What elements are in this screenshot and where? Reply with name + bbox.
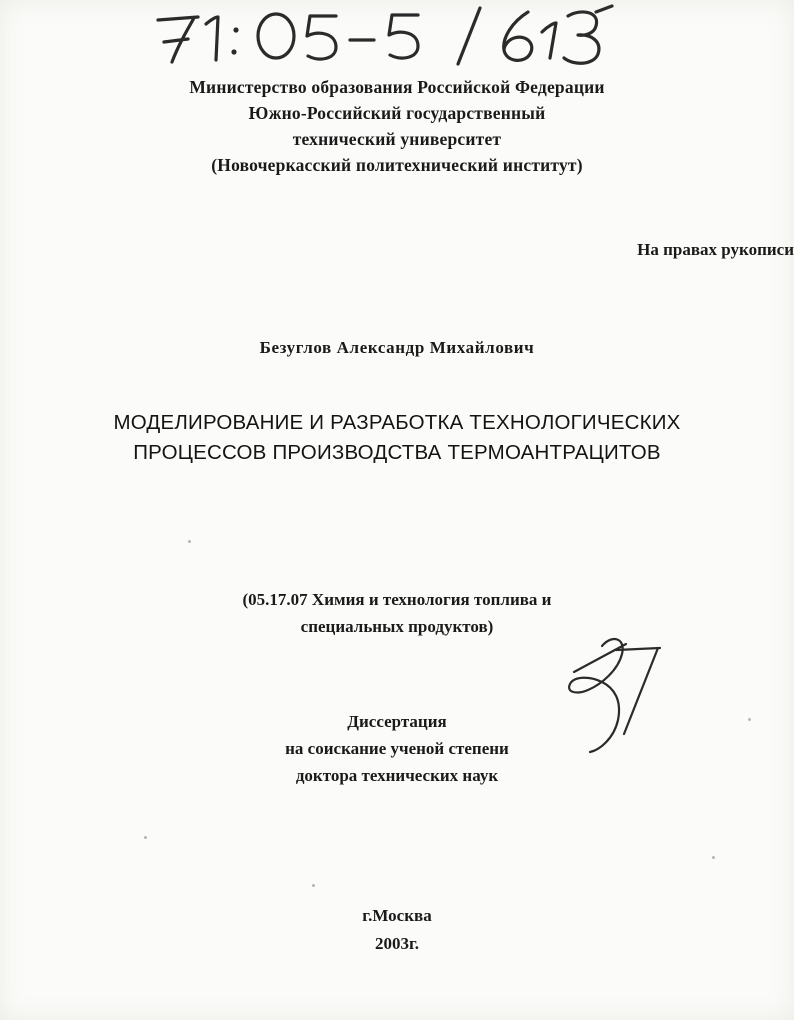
rights-note: На правах рукописи <box>637 240 794 259</box>
document-title <box>0 408 794 468</box>
degree-line-3: доктора технических наук <box>295 766 499 785</box>
handwritten-archive-code <box>150 2 620 72</box>
specialty-line-1: (05.17.07 Химия и технология топлива и <box>242 590 552 609</box>
degree-block <box>0 708 794 789</box>
degree-line-1: Диссертация <box>347 712 447 731</box>
organization-line-4: (Новочеркасский политехнический институт) <box>211 155 583 175</box>
organization-line-2: Южно-Российский государственный <box>248 103 546 123</box>
scan-speck <box>748 718 751 721</box>
place-and-year <box>0 902 794 958</box>
handwritten-code-strokes <box>150 2 620 72</box>
organization-block <box>0 74 794 178</box>
scan-speck <box>188 540 191 543</box>
specialty-line-2: специальных продуктов) <box>300 617 494 636</box>
scan-speck <box>312 884 315 887</box>
place-city: г.Москва <box>362 906 432 925</box>
place-year: 2003г. <box>374 934 420 953</box>
scan-speck <box>712 856 715 859</box>
organization-line-1: Министерство образования Российской Федерации <box>189 77 605 97</box>
degree-line-2: на соискание ученой степени <box>285 739 509 758</box>
author-name: Безуглов Александр Михайлович <box>259 338 535 357</box>
title-line-2: ПРОЦЕССОВ ПРОИЗВОДСТВА ТЕРМОАНТРАЦИТОВ <box>133 441 661 464</box>
scan-speck <box>144 836 147 839</box>
title-line-1: МОДЕЛИРОВАНИЕ И РАЗРАБОТКА ТЕХНОЛОГИЧЕСКИХ <box>113 411 681 434</box>
organization-line-3: технический университет <box>292 129 502 149</box>
